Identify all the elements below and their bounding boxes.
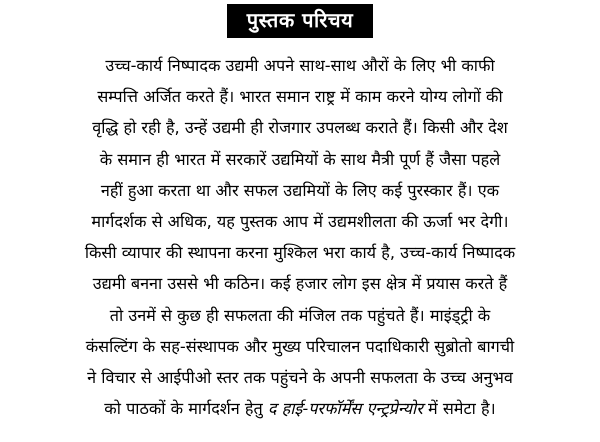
book-title: द हाई-परफॉर्मेंस एन्ट्रप्रेन्योर	[267, 399, 423, 419]
last-line-after-text: में समेटा है।	[422, 399, 496, 419]
paragraph-line: किसी व्यापार की स्थापना करना मुश्किल भरा कार्य है, उच्च-कार्य निष्पादक	[84, 243, 516, 263]
paragraph-line: कंसल्टिंग के सह-संस्थापक और मुख्य परिचालन पदाधिकारी सुब्रोतो बागची	[85, 336, 515, 356]
paragraph-line: वृद्धि हो रही है, उन्हें उद्यमी ही रोजगार उपलब्ध कराते हैं। किसी और देश	[92, 118, 508, 138]
paragraph-line: सम्पत्ति अर्जित करते हैं। भारत समान राष्ट्र में काम करने योग्य लोगों की	[97, 87, 503, 107]
book-introduction-paragraph	[10, 50, 590, 424]
last-line-before-text: को पाठकों के मार्गदर्शन हेतु	[104, 399, 268, 419]
paragraph-line: उच्च-कार्य निष्पादक उद्यमी अपने साथ-साथ औरों के लिए भी काफी	[105, 56, 495, 75]
paragraph-line: मार्गदर्शक से अधिक, यह पुस्तक आप में उद्यमशीलता की ऊर्जा भर देगी।	[91, 212, 509, 232]
paragraph-last-line	[10, 393, 590, 424]
paragraph-line: तो उनमें से कुछ ही सफलता की मंजिल तक पहुंचते हैं। माइंड्ट्री के	[109, 305, 491, 325]
paragraph-line: के समान ही भारत में सरकारें उद्यमियों के साथ मैत्री पूर्ण हैं जैसा पहले	[99, 149, 501, 169]
paragraph-line: उद्यमी बनना उससे भी कठिन। कई हजार लोग इस क्षेत्र में प्रयास करते हैं	[92, 274, 508, 294]
paragraph-line: ने विचार से आईपीओ स्तर तक पहुंचने के अपनी सफलता के उच्च अनुभव	[87, 368, 513, 388]
page-title: पुस्तक परिचय	[227, 4, 373, 38]
paragraph-line: नहीं हुआ करता था और सफल उद्यमियों के लिए कई पुरस्कार हैं। एक	[100, 180, 500, 200]
heading-container	[0, 4, 600, 38]
